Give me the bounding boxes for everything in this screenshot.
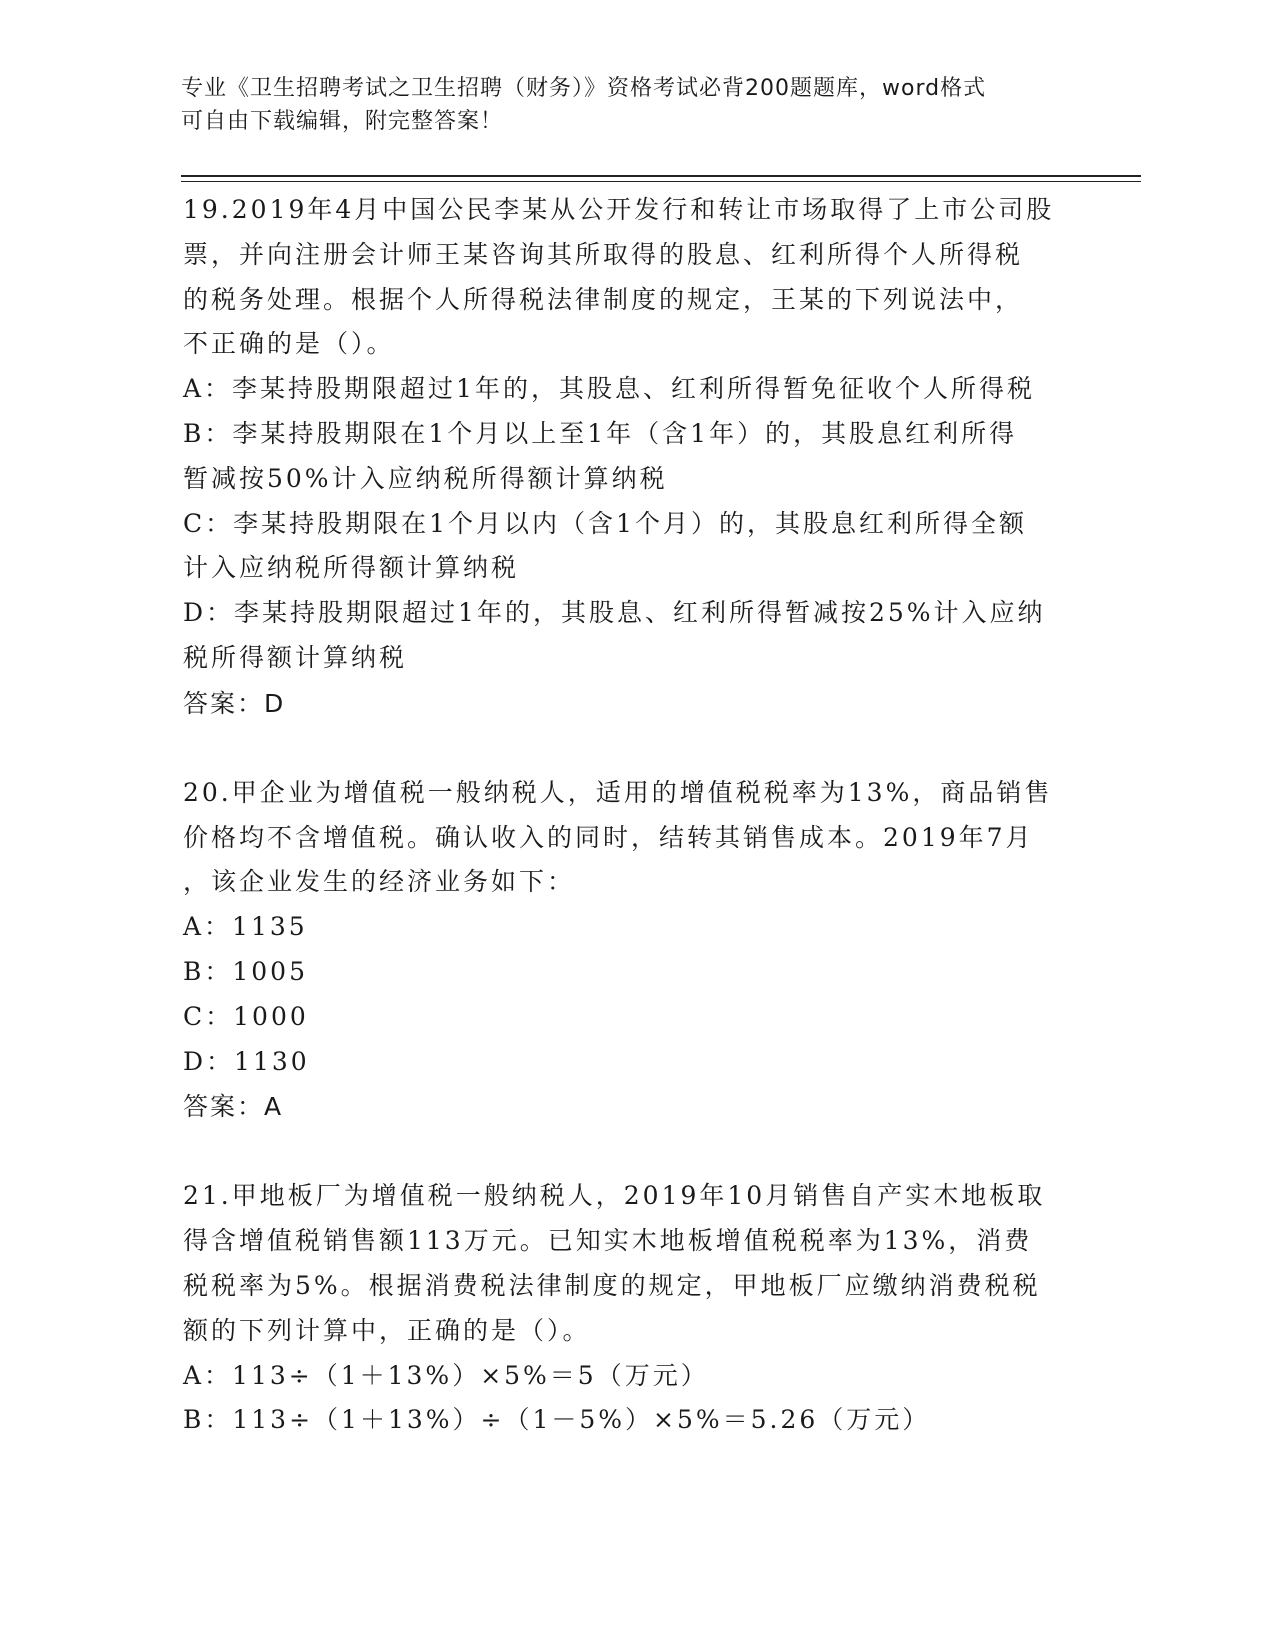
- option-line: 税所得额计算纳税: [183, 642, 408, 672]
- header-divider-thin: [181, 181, 1141, 182]
- question-line: 税税率为5%。根据消费税法律制度的规定，甲地板厂应缴纳消费税税: [183, 1270, 1041, 1300]
- option-line: 计入应纳税所得额计算纳税: [183, 553, 520, 583]
- document-header: [181, 72, 1061, 138]
- option-line: C：李某持股期限在1个月以内（含1个月）的，其股息红利所得全额: [183, 508, 1027, 538]
- question-line: 价格均不含增值税。确认收入的同时，结转其销售成本。2019年7月: [183, 822, 1034, 852]
- question-line: 21.甲地板厂为增值税一般纳税人，2019年10月销售自产实木地板取: [183, 1181, 1046, 1211]
- question-20: [183, 771, 1083, 1131]
- question-19: [183, 188, 1083, 727]
- answer-label: 答案：A: [183, 1092, 284, 1122]
- question-line: 票，并向注册会计师王某咨询其所取得的股息、红利所得个人所得税: [183, 239, 1024, 269]
- option-a: A：113÷（1＋13%）×5%＝5（万元）: [183, 1360, 709, 1390]
- option-line: 暂减按50%计入应纳税所得额计算纳税: [183, 463, 668, 493]
- option-c: C：1000: [183, 1001, 309, 1031]
- header-line-1: 专业《卫生招聘考试之卫生招聘（财务）》资格考试必背200题题库，word格式: [181, 76, 987, 101]
- question-21: [183, 1174, 1083, 1443]
- question-text: [183, 771, 1083, 905]
- question-line: 的税务处理。根据个人所得税法律制度的规定，王某的下列说法中，: [183, 284, 1024, 314]
- header-line-2: 可自由下载编辑，附完整答案！: [181, 109, 504, 134]
- question-line: 额的下列计算中，正确的是（）。: [183, 1315, 591, 1345]
- question-line: 19.2019年4月中国公民李某从公开发行和转让市场取得了上市公司股: [183, 195, 1055, 224]
- header-divider-thick: [181, 175, 1141, 177]
- option-line: A：李某持股期限超过1年的，其股息、红利所得暂免征收个人所得税: [183, 374, 1035, 404]
- option-a: A：1135: [183, 912, 308, 942]
- answer-label: 答案：D: [183, 688, 286, 718]
- option-line: D：李某持股期限超过1年的，其股息、红利所得暂减按25%计入应纳: [183, 598, 1046, 628]
- question-line: 不正确的是（）。: [183, 329, 395, 359]
- option-b: B：1005: [183, 956, 308, 986]
- question-line: 20.甲企业为增值税一般纳税人，适用的增值税税率为13%，商品销售: [183, 777, 1053, 807]
- option-d: D：1130: [183, 1046, 310, 1076]
- option-a: [183, 367, 1083, 412]
- option-d: [183, 591, 1083, 681]
- question-text: [183, 188, 1083, 367]
- option-b: [183, 412, 1083, 502]
- option-b: B：113÷（1＋13%）÷（1－5%）×5%＝5.26（万元）: [183, 1405, 931, 1435]
- question-line: 得含增值税销售额113万元。已知实木地板增值税税率为13%，消费: [183, 1226, 1033, 1256]
- question-list: [183, 188, 1083, 1487]
- question-text: [183, 1174, 1083, 1353]
- option-line: B：李某持股期限在1个月以上至1年（含1年）的，其股息红利所得: [183, 418, 1018, 448]
- question-line: ，该企业发生的经济业务如下：: [183, 867, 576, 897]
- option-c: [183, 502, 1083, 592]
